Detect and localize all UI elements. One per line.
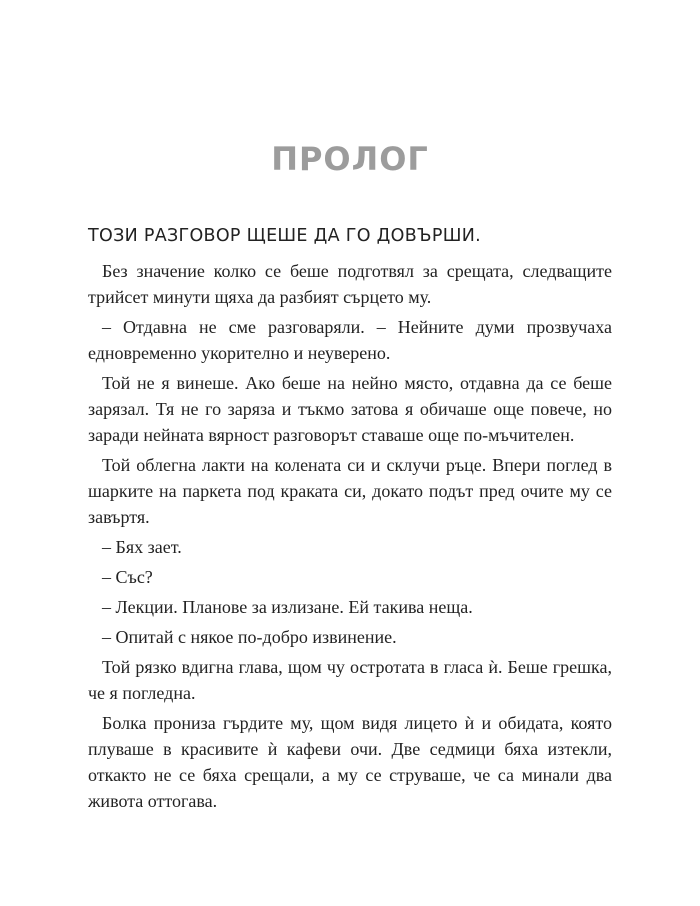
paragraph: – Опитай с някое по-добро извинение. (102, 627, 397, 647)
paragraph: – Бях зает. (102, 537, 182, 557)
paragraph: Той облегна лакти на колената си и склучи ръце. Впери поглед в шарките на паркета под краката си, докато подът пред очите му се завъртя. (88, 455, 612, 527)
paragraph: Без значение колко се беше подготвял за срещата, следващите трийсет минути щяха да разбият сърцето му. (88, 261, 612, 307)
paragraph: – Със? (102, 567, 153, 587)
chapter-title: ПРОЛОГ (271, 140, 429, 178)
paragraph: – Отдавна не сме разговаряли. – Нейните думи прозвучаха едновременно укорително и неуверено. (88, 317, 612, 363)
paragraph: Той рязко вдигна глава, щом чу остротата в гласа ѝ. Беше грешка, че я погледна. (88, 657, 612, 703)
paragraph: Болка прониза гърдите му, щом видя лицето ѝ и обидата, която плуваше в красивите ѝ кафеви очи. Две седмици бяха изтекли, откакто не се бяха срещали, а му се струваше, че са минали два живота оттогава. (88, 713, 612, 811)
paragraph: Той не я винеше. Ако беше на нейно място, отдавна да се беше зарязал. Тя не го заряза и тъкмо затова я обичаше още повече, но заради нейната вярност разговорът ставаше още по-мъчителен. (88, 373, 612, 445)
chapter-lead-in: ТОЗИ РАЗГОВОР ЩЕШЕ ДА ГО ДОВЪРШИ. (88, 226, 482, 246)
body-text (88, 258, 612, 818)
paragraph: – Лекции. Планове за излизане. Ей такива неща. (102, 597, 473, 617)
